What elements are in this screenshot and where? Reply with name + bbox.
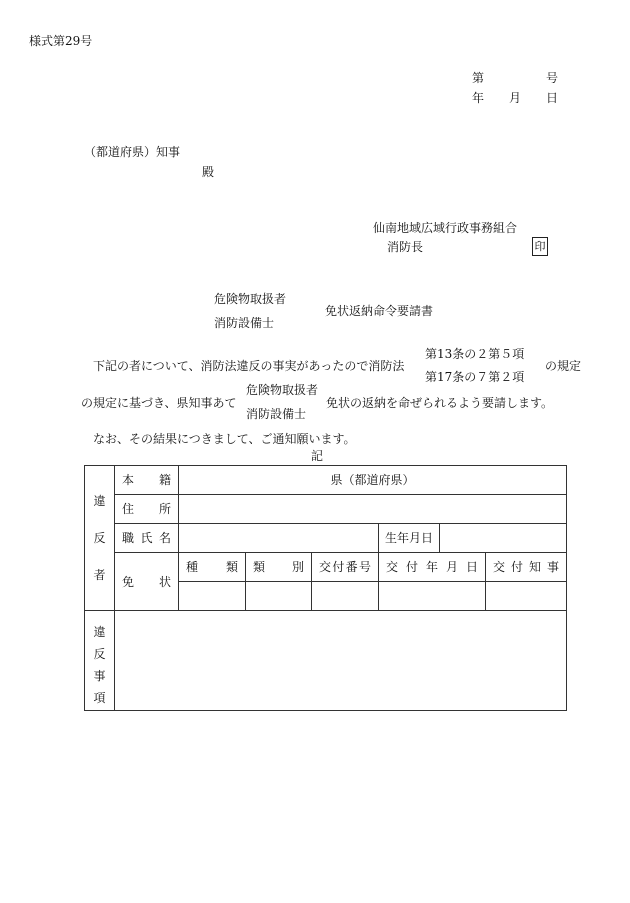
violator-table xyxy=(84,465,567,711)
doc-number-suffix: 号 xyxy=(546,71,559,85)
birthdate-label-cell xyxy=(379,524,440,553)
doc-number-prefix: 第 xyxy=(472,71,485,85)
body-line1-end: の規定 xyxy=(545,359,582,373)
jusho-label: 住 所 xyxy=(122,502,171,516)
col-chiji-cell xyxy=(486,553,567,582)
violation-label-char-2: 反 xyxy=(93,647,106,661)
col-bango: 交 付 番 号 xyxy=(319,560,371,574)
form-number: 様式第29号 xyxy=(29,34,93,48)
body-article-1: 第13条の２第５項 xyxy=(425,347,525,361)
violation-label-char-3: 事 xyxy=(93,669,106,683)
shokushimei-value-cell[interactable] xyxy=(179,524,379,553)
document-title: 免状返納命令要請書 xyxy=(325,304,434,318)
date-month: 月 xyxy=(509,91,522,105)
honseki-label: 本 籍 xyxy=(122,473,171,487)
violator-label-char-3: 者 xyxy=(93,567,106,582)
violation-label-char-4: 項 xyxy=(93,691,106,705)
honseki-value: 県（都道府県） xyxy=(330,473,415,487)
body-line3: なお、その結果につきまして、ご通知願います。 xyxy=(93,432,356,446)
title-option-1: 危険物取扱者 xyxy=(214,292,287,306)
violator-label-char-2: 反 xyxy=(93,530,106,545)
bango-value-cell[interactable] xyxy=(312,582,379,611)
rui-value-cell[interactable] xyxy=(246,582,312,611)
violator-label-char-1: 違 xyxy=(93,493,106,508)
body-option-2: 消防設備士 xyxy=(246,407,307,421)
chiji-value-cell[interactable] xyxy=(486,582,567,611)
body-option-1: 危険物取扱者 xyxy=(246,383,319,397)
jusho-label-cell xyxy=(115,495,179,524)
jusho-value-cell[interactable] xyxy=(179,495,567,524)
body-line2-end: 免状の返納を命ぜられるよう要請します。 xyxy=(326,396,554,410)
date-day: 日 xyxy=(546,91,559,105)
col-shurui-cell xyxy=(179,553,246,582)
shokushimei-label: 職 氏 名 xyxy=(122,531,171,545)
sender-organization: 仙南地域広域行政事務組合 xyxy=(373,221,518,235)
honseki-value-cell xyxy=(179,466,567,495)
body-line1-start: 下記の者について、消防法違反の事実があったので消防法 xyxy=(93,359,405,373)
col-rui: 類 別 xyxy=(253,560,304,574)
seal-mark: 印 xyxy=(532,237,548,256)
sender-role: 消防長 xyxy=(387,240,424,254)
ki-heading: 記 xyxy=(311,449,324,463)
date-value-cell[interactable] xyxy=(379,582,486,611)
body-article-2: 第17条の７第２項 xyxy=(425,370,525,384)
violator-label-cell xyxy=(85,466,115,611)
menjo-label-cell xyxy=(115,553,179,611)
addressee-title: （都道府県）知事 xyxy=(84,145,181,159)
col-bango-cell xyxy=(312,553,379,582)
title-option-2: 消防設備士 xyxy=(214,316,275,330)
birthdate-value-cell[interactable] xyxy=(440,524,567,553)
violation-value-cell[interactable] xyxy=(115,611,567,711)
violation-label-cell xyxy=(85,611,115,711)
col-date-cell xyxy=(379,553,486,582)
body-line2-start: の規定に基づき、県知事あて xyxy=(81,396,237,410)
col-date: 交 付 年 月 日 xyxy=(386,560,478,574)
shokushimei-label-cell xyxy=(115,524,179,553)
col-shurui: 種 類 xyxy=(186,560,238,574)
addressee-honorific: 殿 xyxy=(202,165,215,179)
birthdate-label: 生年月日 xyxy=(385,531,434,545)
honseki-label-cell xyxy=(115,466,179,495)
shurui-value-cell[interactable] xyxy=(179,582,246,611)
col-rui-cell xyxy=(246,553,312,582)
date-year: 年 xyxy=(472,91,485,105)
violation-label-char-1: 違 xyxy=(93,625,106,639)
col-chiji: 交 付 知 事 xyxy=(493,560,560,574)
menjo-label: 免 状 xyxy=(122,574,171,589)
